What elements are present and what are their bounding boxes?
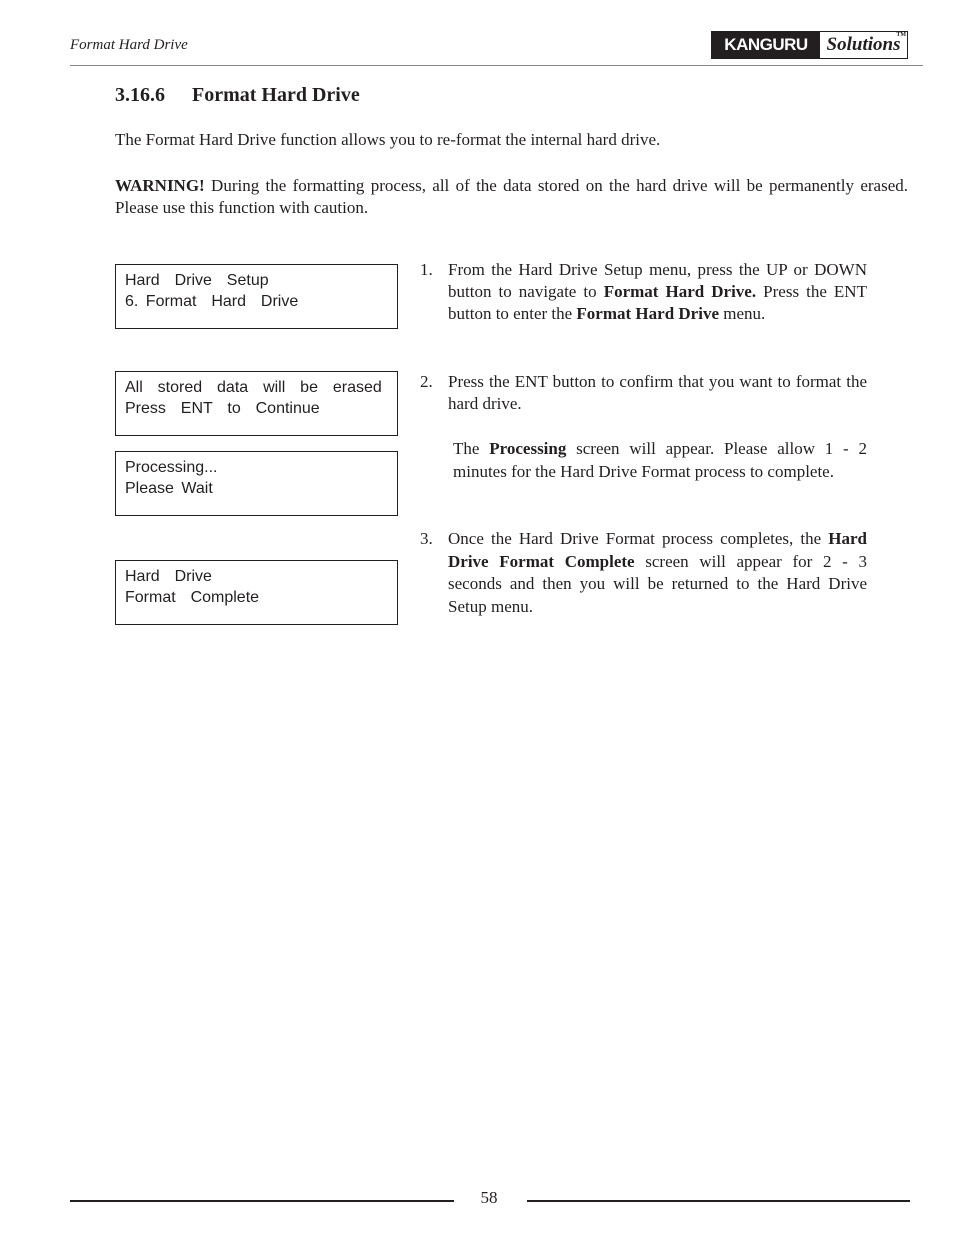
step-text-run: screen will appear for 2 - 3 seconds and then you will be returned to the Hard Drive Setup menu. bbox=[448, 551, 867, 616]
kanguru-solutions-logo bbox=[711, 31, 908, 59]
section-number: 3.16.6 bbox=[115, 84, 165, 106]
section-heading bbox=[115, 84, 360, 107]
step-3 bbox=[420, 528, 867, 618]
warning-text: During the formatting process, all of the data stored on the hard drive will be permanently erased. Please use this function with caution. bbox=[115, 176, 908, 217]
logo-trademark: TM bbox=[896, 32, 906, 38]
step-number: 3. bbox=[420, 529, 433, 548]
lcd-screen-processing bbox=[115, 451, 398, 516]
step-text-run: Press the ENT button to enter the bbox=[448, 282, 867, 323]
note-text-run: screen will appear. Please allow 1 - 2 minutes for the Hard Drive Format process to complete. bbox=[453, 439, 868, 481]
lcd-line: Processing... bbox=[125, 459, 218, 476]
lcd-screen-format-complete bbox=[115, 560, 398, 625]
step-text: Press the ENT button to confirm that you want to format the hard drive. bbox=[448, 372, 867, 413]
step-text-run: From the Hard Drive Setup menu, press the UP or DOWN button to navigate to bbox=[448, 260, 867, 301]
note-bold-run: Processing bbox=[489, 439, 567, 458]
header-divider bbox=[70, 65, 923, 66]
lcd-line: All stored data will be erased bbox=[125, 379, 382, 396]
processing-note bbox=[453, 438, 867, 483]
warning-paragraph bbox=[115, 175, 908, 219]
lcd-line: Hard Drive bbox=[125, 568, 212, 585]
note-text-run: The bbox=[453, 439, 490, 458]
logo-product bbox=[820, 32, 907, 58]
lcd-screen-format-menu bbox=[115, 264, 398, 329]
step-text-run: menu. bbox=[719, 304, 766, 323]
footer-rule-right bbox=[527, 1200, 910, 1202]
lcd-screen-erase-confirm bbox=[115, 371, 398, 436]
intro-paragraph: The Format Hard Drive function allows you to re-format the internal hard drive. bbox=[115, 130, 661, 149]
step-1 bbox=[420, 259, 867, 325]
page-number: 58 bbox=[480, 1188, 498, 1207]
step-bold-run: Format Hard Drive. bbox=[603, 282, 757, 301]
lcd-line: 6. Format Hard Drive bbox=[125, 293, 299, 310]
lcd-line: Please Wait bbox=[125, 480, 213, 497]
step-text bbox=[448, 259, 867, 325]
lcd-line: Hard Drive Setup bbox=[125, 272, 269, 289]
step-text bbox=[448, 528, 867, 618]
step-2 bbox=[420, 371, 867, 415]
warning-label: WARNING! bbox=[115, 176, 205, 195]
step-text-run: Once the Hard Drive Format process completes, the bbox=[448, 529, 829, 548]
footer-rule-left bbox=[70, 1200, 454, 1202]
lcd-line: Press ENT to Continue bbox=[125, 400, 320, 417]
lcd-line: Format Complete bbox=[125, 589, 260, 606]
step-number: 2. bbox=[420, 372, 433, 391]
step-number: 1. bbox=[420, 260, 433, 279]
running-header-title: Format Hard Drive bbox=[70, 37, 188, 53]
section-title: Format Hard Drive bbox=[192, 84, 360, 106]
logo-product-text: Solutions bbox=[826, 34, 901, 55]
step-bold-run: Format Hard Drive bbox=[576, 304, 719, 323]
logo-brand: KANGURU bbox=[712, 32, 820, 58]
step-bold-run: Hard Drive Format Complete bbox=[448, 529, 867, 571]
